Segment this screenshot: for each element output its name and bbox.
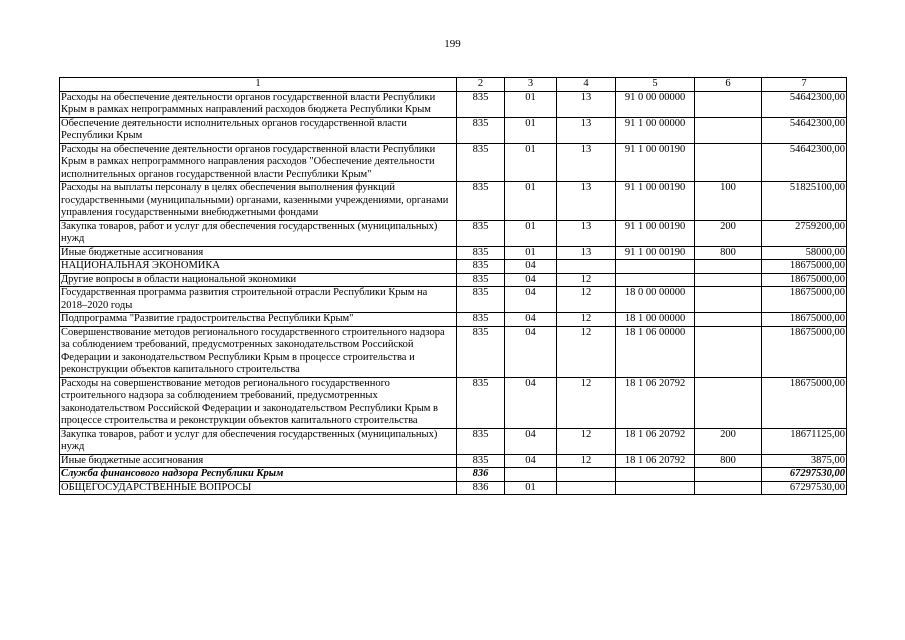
expense-name-cell: Иные бюджетные ассигнования xyxy=(60,246,457,260)
subsection-code-cell: 12 xyxy=(557,326,616,377)
section-code-cell: 01 xyxy=(505,143,557,182)
expense-name-cell: НАЦИОНАЛЬНАЯ ЭКОНОМИКА xyxy=(60,260,457,274)
amount-cell: 51825100,00 xyxy=(762,182,847,221)
subsection-code-cell: 13 xyxy=(557,91,616,117)
expense-type-cell: 200 xyxy=(695,220,762,246)
expense-name-cell: Государственная программа развития строительной отрасли Республики Крым на 2018–2020 годы xyxy=(60,287,457,313)
section-code-cell: 01 xyxy=(505,481,557,495)
table-row xyxy=(60,481,847,495)
section-code-cell: 04 xyxy=(505,377,557,428)
amount-cell: 18671125,00 xyxy=(762,428,847,454)
chapter-code-cell: 835 xyxy=(457,220,505,246)
expense-type-cell: 800 xyxy=(695,454,762,468)
target-article-cell xyxy=(616,260,695,274)
expense-type-cell xyxy=(695,377,762,428)
table-row xyxy=(60,287,847,313)
table-row xyxy=(60,260,847,274)
chapter-code-cell: 835 xyxy=(457,428,505,454)
target-article-cell: 91 1 00 00190 xyxy=(616,143,695,182)
section-code-cell: 01 xyxy=(505,117,557,143)
table-row xyxy=(60,91,847,117)
section-code-cell: 04 xyxy=(505,326,557,377)
amount-cell: 2759200,00 xyxy=(762,220,847,246)
expense-name-cell: Подпрограмма "Развитие градостроительства Республики Крым" xyxy=(60,313,457,327)
target-article-cell xyxy=(616,481,695,495)
target-article-cell: 18 0 00 00000 xyxy=(616,287,695,313)
expense-name-cell: Расходы на выплаты персоналу в целях обеспечения выполнения функций государственными (муниципальными) органами, казенными учреждениями, органами управления государственными внебюджетными фондами xyxy=(60,182,457,221)
expense-name-cell: ОБЩЕГОСУДАРСТВЕННЫЕ ВОПРОСЫ xyxy=(60,481,457,495)
expense-type-cell xyxy=(695,481,762,495)
expense-name-cell: Закупка товаров, работ и услуг для обеспечения государственных (муниципальных) нужд xyxy=(60,428,457,454)
expense-type-cell: 800 xyxy=(695,246,762,260)
chapter-code-cell: 836 xyxy=(457,468,505,482)
expense-name-cell: Расходы на совершенствование методов регионального государственного строительного надзора за соблюдением требований, предусмотренных законодательством Российской Федерации и законодательством Республики Крым в процессе строительства и реконструкции объектов капитального строительства xyxy=(60,377,457,428)
target-article-cell: 91 0 00 00000 xyxy=(616,91,695,117)
expense-name-cell: Обеспечение деятельности исполнительных органов государственной власти Республики Крым xyxy=(60,117,457,143)
amount-cell: 67297530,00 xyxy=(762,468,847,482)
table-row xyxy=(60,454,847,468)
amount-cell: 54642300,00 xyxy=(762,117,847,143)
subsection-code-cell: 13 xyxy=(557,117,616,143)
header-cell: 3 xyxy=(505,78,557,92)
page-number: 199 xyxy=(444,38,461,50)
target-article-cell: 18 1 06 00000 xyxy=(616,326,695,377)
expense-type-cell xyxy=(695,143,762,182)
section-code-cell: 04 xyxy=(505,260,557,274)
amount-cell: 54642300,00 xyxy=(762,91,847,117)
amount-cell: 54642300,00 xyxy=(762,143,847,182)
amount-cell: 18675000,00 xyxy=(762,260,847,274)
expense-type-cell xyxy=(695,273,762,287)
table-row xyxy=(60,377,847,428)
amount-cell: 67297530,00 xyxy=(762,481,847,495)
header-cell: 5 xyxy=(616,78,695,92)
expense-name-cell: Закупка товаров, работ и услуг для обеспечения государственных (муниципальных) нужд xyxy=(60,220,457,246)
chapter-code-cell: 835 xyxy=(457,91,505,117)
header-cell: 4 xyxy=(557,78,616,92)
target-article-cell: 18 1 06 20792 xyxy=(616,454,695,468)
section-code-cell: 04 xyxy=(505,428,557,454)
amount-cell: 18675000,00 xyxy=(762,377,847,428)
expense-type-cell: 100 xyxy=(695,182,762,221)
section-code-cell xyxy=(505,468,557,482)
section-code-cell: 01 xyxy=(505,246,557,260)
section-code-cell: 04 xyxy=(505,273,557,287)
subsection-code-cell: 12 xyxy=(557,313,616,327)
table-row xyxy=(60,468,847,482)
expense-type-cell xyxy=(695,468,762,482)
section-code-cell: 01 xyxy=(505,220,557,246)
expense-name-cell: Служба финансового надзора Республики Крым xyxy=(60,468,457,482)
header-cell: 2 xyxy=(457,78,505,92)
expense-name-cell: Расходы на обеспечение деятельности органов государственной власти Республики Крым в рамках непрограммного направления расходов "Обеспечение деятельности исполнительных органов государственной власти Республики Крым" xyxy=(60,143,457,182)
table-row xyxy=(60,326,847,377)
chapter-code-cell: 835 xyxy=(457,260,505,274)
target-article-cell: 18 1 00 00000 xyxy=(616,313,695,327)
target-article-cell: 91 1 00 00190 xyxy=(616,246,695,260)
section-code-cell: 01 xyxy=(505,91,557,117)
amount-cell: 18675000,00 xyxy=(762,273,847,287)
expense-name-cell: Совершенствование методов регионального государственного строительного надзора за соблюдением требований, предусмотренных законодательством Российской Федерации и законодательством Республики Крым в процессе строительства и реконструкции объектов капитального строительства xyxy=(60,326,457,377)
table-row xyxy=(60,220,847,246)
chapter-code-cell: 835 xyxy=(457,377,505,428)
table-row xyxy=(60,182,847,221)
subsection-code-cell: 12 xyxy=(557,377,616,428)
expense-name-cell: Другие вопросы в области национальной экономики xyxy=(60,273,457,287)
expense-type-cell xyxy=(695,91,762,117)
expense-type-cell: 200 xyxy=(695,428,762,454)
table-row xyxy=(60,428,847,454)
section-code-cell: 04 xyxy=(505,454,557,468)
subsection-code-cell: 12 xyxy=(557,287,616,313)
chapter-code-cell: 835 xyxy=(457,326,505,377)
section-code-cell: 01 xyxy=(505,182,557,221)
chapter-code-cell: 835 xyxy=(457,182,505,221)
expense-type-cell xyxy=(695,287,762,313)
expense-type-cell xyxy=(695,326,762,377)
amount-cell: 18675000,00 xyxy=(762,313,847,327)
expense-type-cell xyxy=(695,313,762,327)
expense-name-cell: Расходы на обеспечение деятельности органов государственной власти Республики Крым в рамках непрограммных направлений расходов бюджета Республики Крым xyxy=(60,91,457,117)
subsection-code-cell xyxy=(557,260,616,274)
target-article-cell: 18 1 06 20792 xyxy=(616,377,695,428)
expense-type-cell xyxy=(695,117,762,143)
target-article-cell: 91 1 00 00000 xyxy=(616,117,695,143)
section-code-cell: 04 xyxy=(505,313,557,327)
chapter-code-cell: 835 xyxy=(457,454,505,468)
subsection-code-cell: 13 xyxy=(557,246,616,260)
chapter-code-cell: 835 xyxy=(457,246,505,260)
table-row xyxy=(60,273,847,287)
subsection-code-cell xyxy=(557,468,616,482)
table-header-row xyxy=(60,78,847,92)
subsection-code-cell: 12 xyxy=(557,454,616,468)
table-row xyxy=(60,246,847,260)
target-article-cell: 91 1 00 00190 xyxy=(616,182,695,221)
amount-cell: 3875,00 xyxy=(762,454,847,468)
table-row xyxy=(60,313,847,327)
subsection-code-cell: 13 xyxy=(557,182,616,221)
header-cell: 6 xyxy=(695,78,762,92)
target-article-cell xyxy=(616,468,695,482)
table-row xyxy=(60,117,847,143)
chapter-code-cell: 835 xyxy=(457,273,505,287)
chapter-code-cell: 835 xyxy=(457,117,505,143)
budget-table xyxy=(59,77,847,495)
chapter-code-cell: 835 xyxy=(457,287,505,313)
subsection-code-cell: 12 xyxy=(557,273,616,287)
chapter-code-cell: 835 xyxy=(457,313,505,327)
subsection-code-cell xyxy=(557,481,616,495)
amount-cell: 58000,00 xyxy=(762,246,847,260)
table-row xyxy=(60,143,847,182)
header-cell: 1 xyxy=(60,78,457,92)
chapter-code-cell: 835 xyxy=(457,143,505,182)
subsection-code-cell: 13 xyxy=(557,143,616,182)
subsection-code-cell: 13 xyxy=(557,220,616,246)
amount-cell: 18675000,00 xyxy=(762,287,847,313)
section-code-cell: 04 xyxy=(505,287,557,313)
chapter-code-cell: 836 xyxy=(457,481,505,495)
target-article-cell xyxy=(616,273,695,287)
expense-name-cell: Иные бюджетные ассигнования xyxy=(60,454,457,468)
header-cell: 7 xyxy=(762,78,847,92)
budget-table-body xyxy=(60,78,847,495)
target-article-cell: 91 1 00 00190 xyxy=(616,220,695,246)
subsection-code-cell: 12 xyxy=(557,428,616,454)
amount-cell: 18675000,00 xyxy=(762,326,847,377)
expense-type-cell xyxy=(695,260,762,274)
target-article-cell: 18 1 06 20792 xyxy=(616,428,695,454)
